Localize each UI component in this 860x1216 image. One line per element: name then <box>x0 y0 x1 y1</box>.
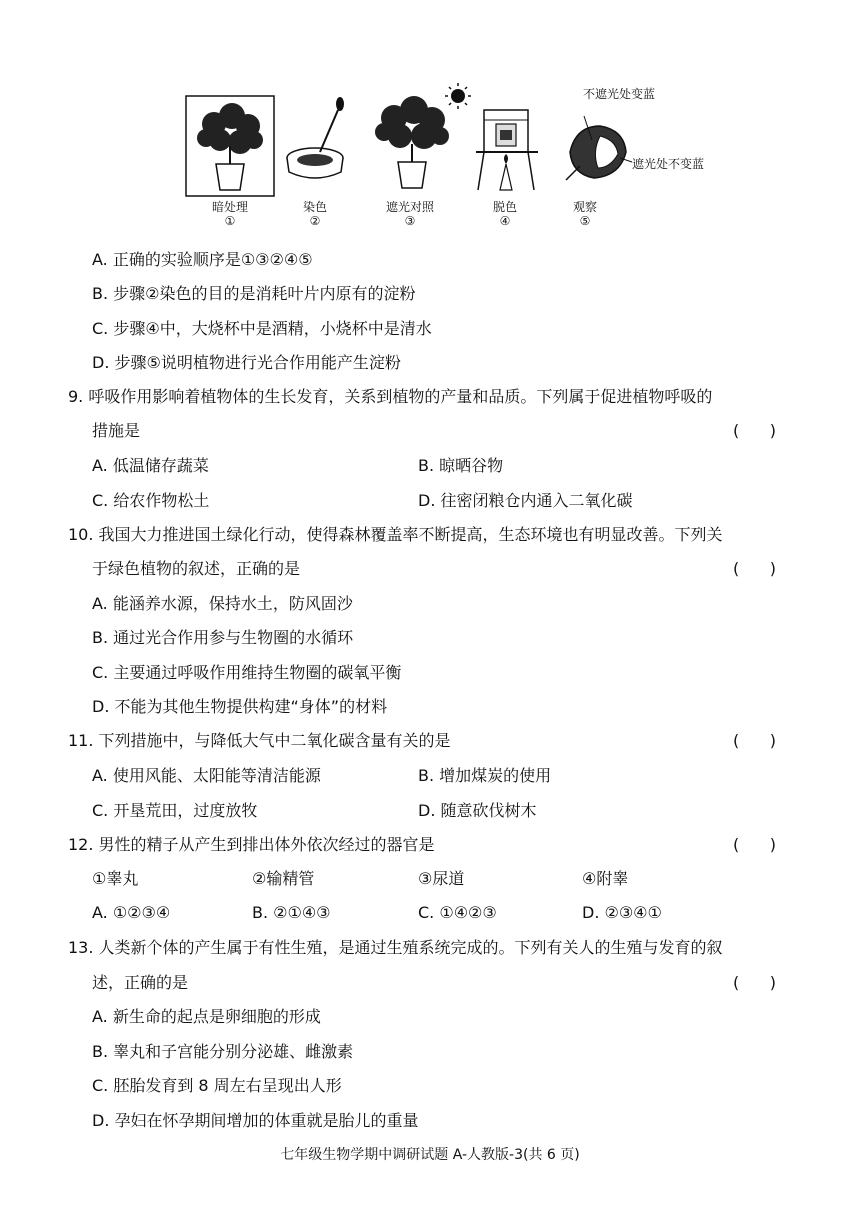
q12-item-2: ②输精管 <box>252 869 315 888</box>
step-5-caption: 观察 ⑤ <box>572 200 597 228</box>
q11-option-d: D. 随意砍伐树木 <box>418 801 537 820</box>
step-3-caption: 遮光对照 ③ <box>385 200 434 228</box>
q12-option-a: A. ①②③④ <box>92 903 171 922</box>
q13-option-c: C. 胚胎发育到 8 周左右呈现出人形 <box>92 1076 342 1095</box>
step-2-caption: 染色 ② <box>302 200 327 228</box>
dark-treatment-plant-icon <box>186 96 274 196</box>
q13-stem-line1: 13. 人类新个体的产生属于有性生殖，是通过生殖系统完成的。下列有关人的生殖与发育的叙 <box>68 938 723 957</box>
q12-stem: 12. 男性的精子从产生到排出体外依次经过的器官是 <box>68 835 435 854</box>
q8-option-d: D. 步骤⑤说明植物进行光合作用能产生淀粉 <box>92 353 401 372</box>
q10-answer-bracket: ( ) <box>733 559 776 578</box>
q12-option-d: D. ②③④① <box>582 903 662 922</box>
q11-answer-bracket: ( ) <box>733 731 776 750</box>
q12-option-c: C. ①④②③ <box>418 903 497 922</box>
q11-stem: 11. 下列措施中，与降低大气中二氧化碳含量有关的是 <box>68 731 451 750</box>
q11-option-a: A. 使用风能、太阳能等清洁能源 <box>92 766 321 785</box>
q11-option-c: C. 开垦荒田，过度放牧 <box>92 801 258 820</box>
experiment-figure <box>180 80 740 200</box>
q10-option-c: C. 主要通过呼吸作用维持生物圈的碳氧平衡 <box>92 663 402 682</box>
q12-item-3: ③尿道 <box>418 869 465 888</box>
q13-stem-line2: 述，正确的是 <box>92 973 189 992</box>
q9-option-c: C. 给农作物松土 <box>92 491 210 510</box>
page-footer: 七年级生物学期中调研试题 A-人教版-3(共 6 页) <box>280 1147 580 1163</box>
step-4-caption: 脱色 ④ <box>492 200 517 228</box>
shaded-plant-icon <box>375 96 449 188</box>
step-1-caption: 暗处理 ① <box>211 200 248 228</box>
q9-option-a: A. 低温储存蔬菜 <box>92 456 209 475</box>
q12-answer-bracket: ( ) <box>733 835 776 854</box>
q13-option-a: A. 新生命的起点是卵细胞的形成 <box>92 1007 321 1026</box>
q12-option-b: B. ②①④③ <box>252 903 331 922</box>
q9-stem-line2: 措施是 <box>92 421 141 440</box>
q9-answer-bracket: ( ) <box>733 421 776 440</box>
q10-option-a: A. 能涵养水源，保持水土，防风固沙 <box>92 594 353 613</box>
q13-answer-bracket: ( ) <box>733 973 776 992</box>
q9-option-b: B. 晾晒谷物 <box>418 456 504 475</box>
leaf-label-not-blue: 遮光处不变蓝 <box>632 157 705 171</box>
q12-item-4: ④附睾 <box>582 869 629 888</box>
q8-option-b: B. 步骤②染色的目的是消耗叶片内原有的淀粉 <box>92 284 416 303</box>
q8-option-a: A. 正确的实验顺序是①③②④⑤ <box>92 250 313 269</box>
q13-option-b: B. 睾丸和子宫能分别分泌雄、雌激素 <box>92 1042 354 1061</box>
q10-stem-line2: 于绿色植物的叙述，正确的是 <box>92 559 301 578</box>
q10-stem-line1: 10. 我国大力推进国土绿化行动，使得森林覆盖率不断提高，生态环境也有明显改善。下列关 <box>68 525 723 544</box>
q12-item-1: ①睾丸 <box>92 869 139 888</box>
q10-option-b: B. 通过光合作用参与生物圈的水循环 <box>92 628 354 647</box>
staining-dish-icon <box>287 97 344 178</box>
sun-icon <box>445 83 471 109</box>
q13-option-d: D. 孕妇在怀孕期间增加的体重就是胎儿的重量 <box>92 1111 419 1130</box>
q10-option-d: D. 不能为其他生物提供构建“身体”的材料 <box>92 697 388 716</box>
q11-option-b: B. 增加煤炭的使用 <box>418 766 552 785</box>
decolorize-beaker-icon <box>476 110 538 190</box>
observed-leaf-icon <box>566 116 632 180</box>
q8-option-c: C. 步骤④中，大烧杯中是酒精，小烧杯中是清水 <box>92 319 432 338</box>
q9-stem-line1: 9. 呼吸作用影响着植物体的生长发育，关系到植物的产量和品质。下列属于促进植物呼吸的 <box>68 387 713 406</box>
q9-option-d: D. 往密闭粮仓内通入二氧化碳 <box>418 491 633 510</box>
leaf-label-blue: 不遮光处变蓝 <box>583 87 656 101</box>
